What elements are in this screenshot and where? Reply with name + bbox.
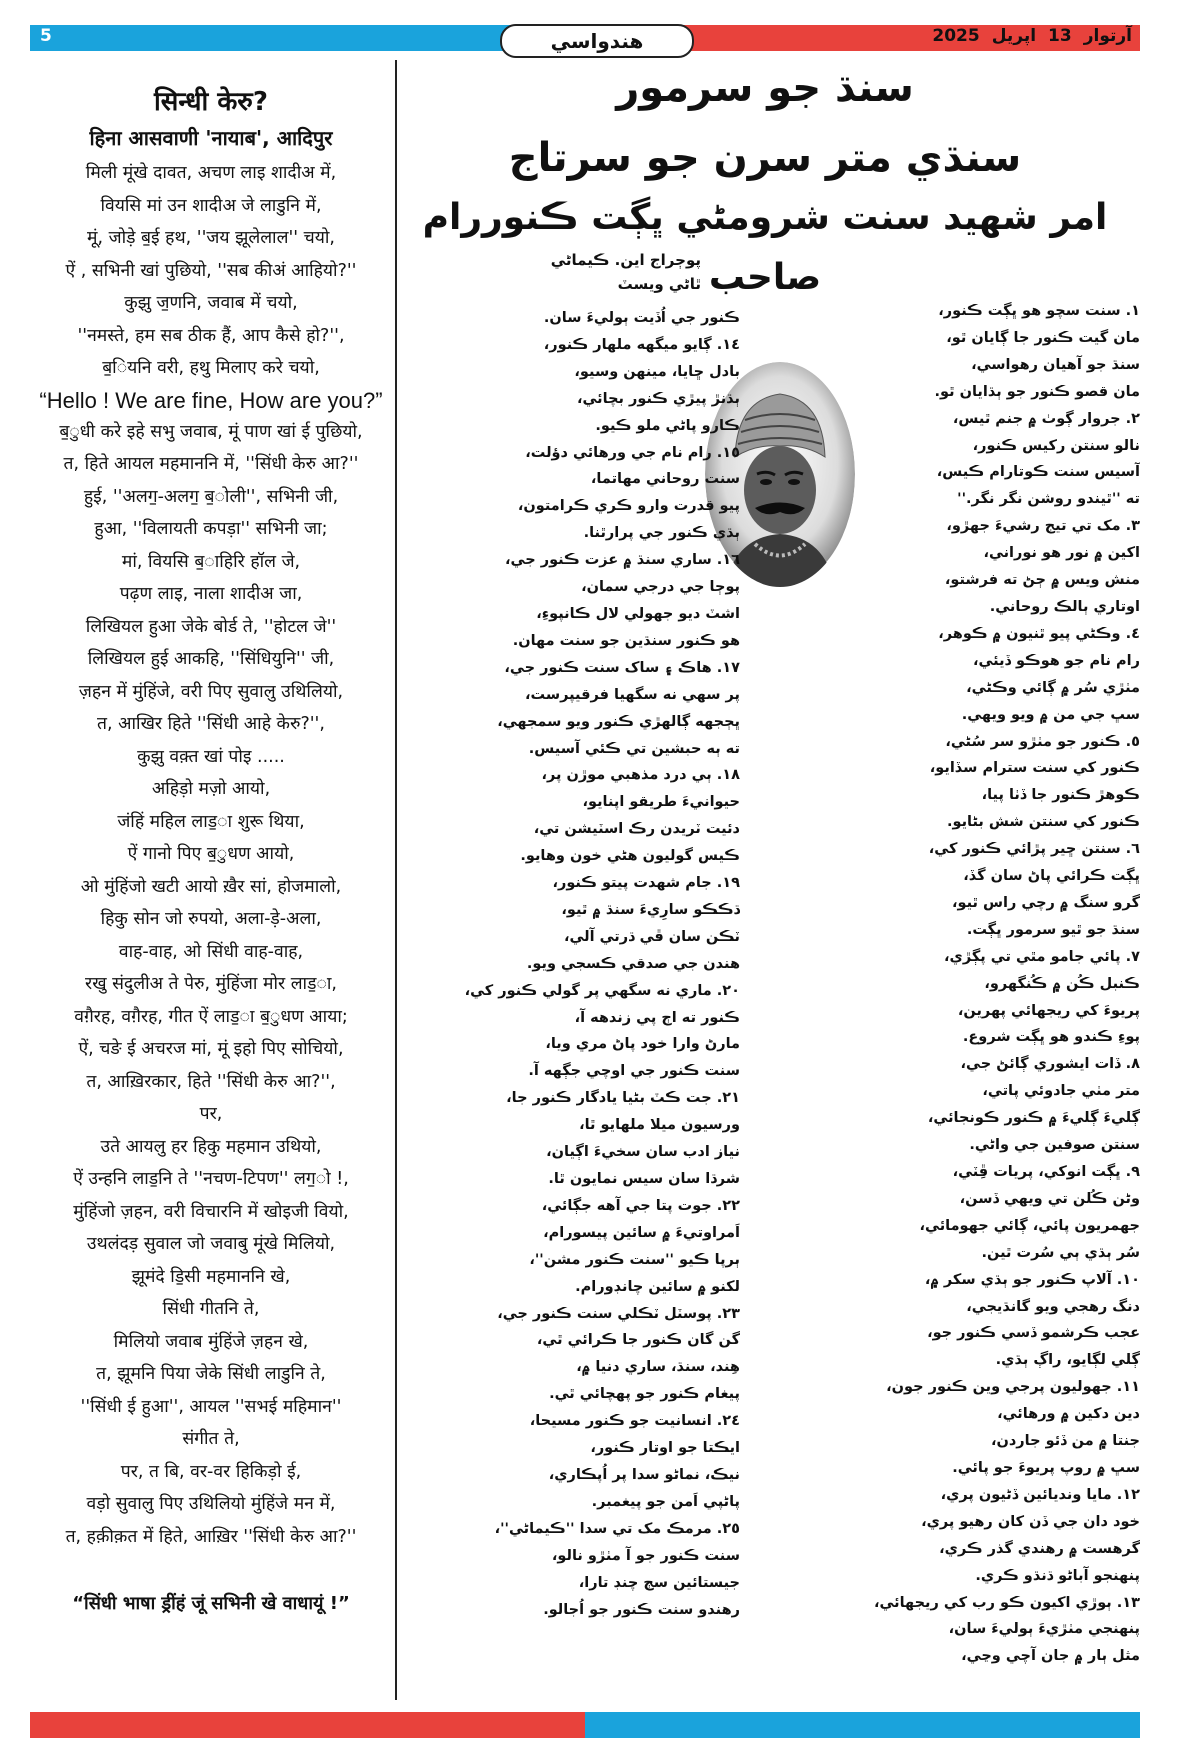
poem-line: लिखियल हुआ जेके बोर्ड ते, ''होटल जे'' <box>85 616 337 637</box>
verse-line: سنت ڪنور جو آ مٺڙو نالو، <box>551 1547 740 1564</box>
sindhi-title-3: امر شهيد سنت شرومڻي ڀڳت ڪنوررام صاحب <box>422 197 1108 298</box>
hindi-poem-lines-part1 <box>36 157 386 385</box>
verse-line: پيو قدرت وارو ڪري ڪرامتون، <box>517 498 740 515</box>
verse-line: ڳلي لڳايو، راڳ ٻڌي. <box>995 1352 1140 1369</box>
poem-line: हिकु सोन जो रुपयो, अला-ड़े-अला, <box>100 909 322 929</box>
poem-line: उते आयलु हर हिकु महमान उथियो, <box>100 1136 322 1157</box>
poem-line: पढ़ण लाइ, नाला शादीअ जा, <box>119 584 303 604</box>
poem-line: वाह-वाह, ओ सिंधी वाह-वाह, <box>118 941 304 962</box>
verse-line: ١. سنت سچو هو ڀڳت ڪنور، <box>938 303 1140 319</box>
verse-line: عجب ڪرشمو ڏسي ڪنور جو، <box>927 1325 1140 1342</box>
verse-line: گن گان ڪنور جا ڪرائي ٿي، <box>536 1332 740 1349</box>
verse-line: اوتاري ٻالڪ روحاني. <box>989 598 1140 615</box>
verse-line: ڪنور جي اُڏيت ٻوليءَ سان. <box>543 310 740 326</box>
verse-line: ڀڳت ڪرائي پاڻ سان گڏ، <box>963 868 1140 885</box>
verse-line: ٻڌي ڪنور جي پرارٿنا. <box>583 525 740 542</box>
verse-line: سنتن صوفين جي واڻي. <box>969 1137 1140 1154</box>
poem-line: सिंधी गीतनि ते, <box>162 1299 260 1319</box>
verse-line: ٥. ڪنور جو مٺڙو سر سُڻي، <box>945 733 1140 750</box>
verse-line: ١١. جهوليون پرجي وين ڪنور جون، <box>886 1379 1140 1396</box>
poem-line: अहिड़ो मज़ो आयो, <box>151 779 271 799</box>
hindi-poem-title: सिन्धी केरु? <box>154 87 268 117</box>
verse-line: ٽڪن سان ڦي ڌرتي آلي، <box>563 928 740 945</box>
verse-line: پر سهي نه سگهيا فرقيپرست، <box>524 686 740 703</box>
poem-line: वड़ो सुवालु पिए उथिलियो मुंहिंजे मन में, <box>86 1494 336 1514</box>
poem-line: मिली मूंखे दावत, अचण लाइ शादीअ में, <box>85 163 337 183</box>
verse-line: ١٦. ساري سنڌ ۾ عزت ڪنور جي، <box>505 552 740 569</box>
verse-line: ڪيس گوليون هڻي خون وهايو. <box>520 848 740 865</box>
verse-line: ١٣. ٻوڙي اکيون ڪو رب کي ريجهائي، <box>873 1594 1140 1611</box>
verse-line: شرڌا سان سيس نمايون ٿا. <box>548 1171 740 1187</box>
poem-line: ब॒ुधी करे इहे सभु जवाब, मूं पाण खां ई पुछियो, <box>59 421 363 442</box>
verse-line: منش ويس ۾ ڄڻ ته فرشتو، <box>944 572 1140 589</box>
poem-line: कुझु वक़्त खां पोइ ..... <box>137 746 285 767</box>
column-divider <box>395 60 397 1700</box>
poem-line: पर, त बि, वर-वर हिकिड़ो ई, <box>120 1461 302 1482</box>
poem-line: संगीत ते, <box>182 1429 240 1449</box>
verse-line: اکين ۾ نور هو نوراني، <box>983 545 1140 562</box>
sindhi-column-middle <box>430 305 740 1623</box>
date-month: اپريل <box>991 26 1037 46</box>
verse-line: جنتا ۾ من ڏئو جاردن، <box>990 1433 1140 1450</box>
verse-line: مارڻ وارا خود پاڻ مري ويا، <box>545 1036 740 1053</box>
poem-line: ''नमस्ते, हम सब ठीक हैं, आप कैसे हो?'', <box>77 325 345 346</box>
poem-line: ''सिंधी ई हुआ'', आयल ''सभई महिमान'' <box>80 1396 342 1417</box>
verse-line: هو ڪنور سنڌين جو سنت مهان. <box>512 632 740 649</box>
verse-line: ٢١. جت ڪٽ بڻيا يادگار ڪنور جا، <box>506 1090 740 1107</box>
hindi-poem-article <box>36 68 386 1615</box>
poem-line: मां, वियसि ब॒ाहिरि हॉल जे, <box>121 551 301 572</box>
verse-line: آسيس سنت ڪوتارام ڪيس، <box>936 464 1140 481</box>
footer-bar-red <box>30 1712 585 1738</box>
verse-line: هِند، سنڌ، ساري دنيا ۾، <box>576 1359 740 1376</box>
verse-line: دنگ رهجي ويو گانڌيجي، <box>966 1298 1140 1315</box>
verse-line: ١٨. ٻي درد مذهبي موڙن پر، <box>541 767 740 784</box>
verse-line: ڪنور کي سنت سترام سڏايو، <box>929 760 1140 777</box>
verse-line: مان قصو ڪنور جو ٻڌايان ٿو. <box>934 383 1140 400</box>
verse-line: هندن جي صدقي ڪسجي ويو. <box>526 955 740 972</box>
poem-line: ऐं , सभिनी खां पुछियो, ''सब कीअं आहियो?'' <box>65 260 357 281</box>
verse-line: مثل ٻار ۾ جان آچي وڃي، <box>961 1648 1140 1665</box>
verse-line: ٢٤. انسانيت جو ڪنور مسيحا، <box>529 1413 740 1430</box>
sindhi-column-right <box>850 298 1140 1670</box>
verse-line: ١٧. هاڪ ۽ ساک سنت ڪنور جي، <box>504 659 740 676</box>
sindhi-title-2: سنڌي متر سرن جو سرتاج <box>508 135 1022 181</box>
footer-bar <box>30 1712 1140 1738</box>
poem-line: वग़ैरह, वग़ैरह, गीत ऐं लाड॒ा ब॒ुधण आया; <box>74 1006 348 1027</box>
poem-line: ऐं, चङे ई अचरज मां, मूं इहो पिए सोचियो, <box>78 1039 344 1059</box>
verse-line: نياز ادب سان سخيءَ اڳيان، <box>546 1144 740 1161</box>
date-year: 2025 <box>932 26 980 46</box>
poem-line: त, हक़ीक़त में हिते, आख़िर ''सिंधी केरु आ?'' <box>65 1526 357 1547</box>
verse-line: ٤. وڪڻي پيو ٿنيون ۾ ڪوهر، <box>938 625 1140 642</box>
verse-line: پيغام ڪنور جو پهچائي ٿي. <box>549 1386 740 1403</box>
verse-line: ٢٣. پوسٽل ٽڪلي سنت ڪنور جي، <box>497 1305 740 1322</box>
verse-line: سڀ جي من ۾ ويو ويهي. <box>961 706 1140 723</box>
verse-line: ڪنور کي سنتن شش بڻايو. <box>947 814 1140 831</box>
poem-line: रखु संदुलीअ ते पेरु, मुंहिंजा मोर लाड॒ा, <box>85 974 337 994</box>
verse-line: پوءِ ڪندو هو ڀڳت شروع. <box>962 1029 1140 1046</box>
poem-line: ब॒ियनि वरी, हथु मिलाए करे चयो, <box>102 358 320 378</box>
verse-line: سنڌ جو آهيان رهواسي، <box>971 356 1140 373</box>
verse-line: ١٠. آلاپ ڪنور جو ٻڌي سکر ۾، <box>924 1271 1140 1288</box>
verse-line: ٣. مک تي تيج رشيءَ جهڙو، <box>946 518 1140 535</box>
sindhi-byline <box>405 248 735 296</box>
verse-line: مان گيت ڪنور جا ڳايان ٿو، <box>946 329 1140 346</box>
verse-line: پوڄا جي درجي سمان، <box>581 579 740 596</box>
verse-line: پنهنجو آباڻو ڌنڌو ڪري. <box>975 1567 1140 1584</box>
poem-line: ऐं गानो पिए ब॒ुधण आयो, <box>127 844 295 864</box>
poem-line: कुझु ज॒णनि, जवाब में चयो, <box>124 293 298 313</box>
verse-line: دئيت ٽريدن رڪ اسٽيشن تي، <box>533 821 740 838</box>
verse-line: ٻرپا ڪيو ''سنت ڪنور مشن''، <box>529 1251 740 1268</box>
poem-line: त, आखिर हिते ''सिंधी आहे केरु?'', <box>97 714 325 734</box>
verse-line: سنت روحاني مهاتما، <box>590 471 740 488</box>
byline-location: ٿاڻي ويسٽ <box>617 275 701 293</box>
page-number: 5 <box>40 26 52 46</box>
footer-bar-blue <box>585 1712 1140 1738</box>
verse-line: سنڌ جو ٿيو سرمور ڀڳت. <box>966 921 1140 938</box>
verse-line: نالو سنتن رکيس ڪنور، <box>972 437 1140 454</box>
verse-line: ورسيون ميلا ملهايو ٿا، <box>579 1117 740 1134</box>
masthead-logo: ھندواسي <box>500 24 694 58</box>
verse-line: دين دکين ۾ ورهائي، <box>997 1406 1140 1423</box>
poem-line: मुंहिंजो ज़हन, वरी विचारनि में खोइजी वियो, <box>73 1201 349 1222</box>
poem-line: ऐं उन्हनि लाड॒नि ते ''नचण-टिपण'' लग॒ो !, <box>73 1169 349 1189</box>
poem-line: लिखियल हुई आकहि, ''सिंधियुनि'' जी, <box>87 649 335 669</box>
verse-line: حيوانيءَ طريقو اپنايو، <box>582 794 740 811</box>
verse-line: ٦. سنتن ڇير پڙائي ڪنور کي، <box>928 841 1140 858</box>
poem-line: हुई, ''अलग॒-अलग॒ ब॒ोली'', सभिनी जी, <box>83 486 339 507</box>
verse-line: ٢٢. جوت پتا جي آهه جڳائي، <box>541 1197 740 1214</box>
hindi-poem-author: हिना आसवाणी 'नायाब', आदिपुर <box>89 126 333 150</box>
verse-line: رهندو سنت ڪنور جو اُجالو. <box>543 1601 740 1618</box>
verse-line: سڀ ۾ روپ پريوءَ جو پائي. <box>952 1459 1140 1476</box>
verse-line: ١٩. جام شهدت پيتو ڪنور، <box>552 875 740 892</box>
poem-line: हुआ, ''विलायती कपड़ा'' सभिनी जा; <box>94 519 328 539</box>
verse-line: بادل ڇايا، مينهن وسيو، <box>574 363 740 380</box>
poem-line: त, आख़िरकार, हिते ''सिंधी केरु आ?'', <box>86 1071 336 1092</box>
verse-line: ڀڄجهه ڳالهڙي ڪنور ويو سمجهي، <box>497 713 740 730</box>
verse-line: گرو سنگ ۾ رچي راس ٿيو، <box>952 894 1140 911</box>
verse-line: پنهنجي مٺڙيءَ ٻوليءَ سان، <box>948 1621 1140 1638</box>
verse-line: ١٥. رام نام جي ورهائي دؤلت، <box>525 444 740 461</box>
verse-line: ١٤. ڳايو ميگهه ملهار ڪنور، <box>543 336 740 353</box>
verse-line: نيڪ، نماڻو سدا پر اُپڪاري، <box>548 1466 740 1483</box>
verse-line: ٻڌنڙ پيڙي ڪنور بچائي، <box>577 390 740 407</box>
verse-line: وڻن ڪُلن تي ويهي ڏسن، <box>959 1190 1140 1207</box>
poem-line: मूं, जोड़े ब॒ई हथ, ''जय झूलेलाल'' चयो, <box>87 228 335 248</box>
hindi-poem-english-line: “Hello ! We are fine, How are you?” <box>39 387 383 413</box>
verse-line: ڪارو پاڻي ملو ڪيو. <box>595 417 740 434</box>
verse-line: گرهست ۾ رهندي گذر ڪري، <box>939 1540 1140 1557</box>
verse-line: ڪنور ته اڄ پي زندهه آ، <box>574 1009 740 1026</box>
byline-author: پوڄراج اين. ڪيماڻي <box>550 251 701 269</box>
verse-line: ٢٥. مرمڪ مک تي سدا ''ڪيماڻي''، <box>494 1520 740 1537</box>
hindi-poem-lines-part2 <box>36 416 386 1554</box>
poem-line: त, झूमनि पिया जेके सिंधी लाडुनि ते, <box>96 1364 326 1384</box>
verse-line: پاڻپي اَمن جو پيغمبر. <box>591 1493 740 1510</box>
hindi-poem-closing-greeting: “सिंधी भाषा ड्रींहं जूं सभिनी खे वाधायूं !” <box>72 1593 350 1614</box>
verse-line: جيستائين سڄ چنڊ تارا، <box>578 1574 740 1591</box>
poem-line: मिलियो जवाब मुंहिंजे ज़हन खे, <box>113 1331 309 1352</box>
poem-line: त, हिते आयल महमाननि में, ''सिंधी केरु आ?'' <box>63 454 359 474</box>
verse-line: ڳليءَ ڳليءَ ۾ ڪنور ڪونجائي، <box>927 1110 1140 1127</box>
verse-line: اَمراوتيءَ ۾ سائين پيسورام، <box>543 1224 740 1241</box>
verse-line: رام نام جو هوڪو ڏيئي، <box>973 652 1140 669</box>
poem-line: ज़हन में मुंहिंजे, वरी पिए सुवालु उथिलियो, <box>78 681 344 702</box>
verse-line: ١٢. مايا ونديائين ڏڻيون پري، <box>940 1486 1140 1503</box>
sindhi-title-1: سنڌ جو سرمور <box>616 65 914 111</box>
verse-line: ٩. ڀڳت انوکي، پريات ڦِٽي، <box>952 1164 1140 1180</box>
verse-line: ايڪتا جو اوتار ڪنور، <box>590 1440 740 1457</box>
verse-line: ٧. پائي جامو مٿي تي پڳڙي، <box>944 948 1140 965</box>
poem-line: ओ मुंहिंजो खटी आयो ख़ैर सां, होजमालो, <box>80 876 342 897</box>
verse-line: ٢٠. ماري نه سگهي پر گولي ڪنور کي، <box>464 982 740 999</box>
verse-line: ڪوهڙ ڪنور جا ڏٺا پيا، <box>981 787 1140 804</box>
verse-line: ته ٻه حبشين تي ڪئي آسيس. <box>528 740 740 757</box>
poem-line: जंहिं महिल लाड॒ा शुरू थिया, <box>117 811 305 832</box>
poem-line: वियसि मां उन शादीअ जे लाडुनि में, <box>100 195 322 216</box>
verse-line: متر مٺي جادوئي پاتي، <box>982 1083 1140 1100</box>
poem-line: झूमंदे डि॒सी महमाननि खे, <box>131 1266 291 1287</box>
verse-line: جهمريون پائي، ڳائي جهومائي، <box>919 1217 1140 1234</box>
poem-line: पर, <box>199 1104 223 1124</box>
verse-line: مٺڙي سُر ۾ ڳائي وڪڻي، <box>966 679 1140 696</box>
verse-line: اشٽ ديو جهولي لال ڪانپوءِ، <box>536 605 740 622</box>
verse-line: ڌڪڪو سارِيءَ سنڌ ۾ ٿيو، <box>561 901 740 918</box>
verse-line: خود دان جي ڏن کان رهيو پري، <box>921 1513 1140 1530</box>
verse-line: ٨. ڏات ايشوري ڳائڻ جي، <box>960 1056 1140 1073</box>
header-bar-blue-left <box>30 25 330 51</box>
issue-date <box>932 26 1132 46</box>
date-weekday: آرتوار <box>1083 26 1132 46</box>
verse-line: سُر ٻڌي ٻي سُرت ٿين. <box>981 1244 1140 1261</box>
date-day: 13 <box>1048 26 1072 46</box>
poem-line: उथलंदड़ सुवाल जो जवाबु मूंखे मिलियो, <box>86 1234 336 1254</box>
verse-line: پريوءَ کي ريجهائي پهرين، <box>957 1002 1140 1019</box>
verse-line: لکنو ۾ سائين چانڊورام. <box>575 1278 740 1295</box>
verse-line: ٢. جروار ڳوٺ ۾ جنم ٿيس، <box>952 410 1140 427</box>
verse-line: ته ''ٿيندو روشن نگر نگر.'' <box>957 491 1140 508</box>
verse-line: سنت ڪنور جي اوچي جڳهه آ. <box>528 1063 740 1080</box>
verse-line: ڪنبل ڪُن ۾ ڪُنگهرو، <box>984 975 1140 992</box>
